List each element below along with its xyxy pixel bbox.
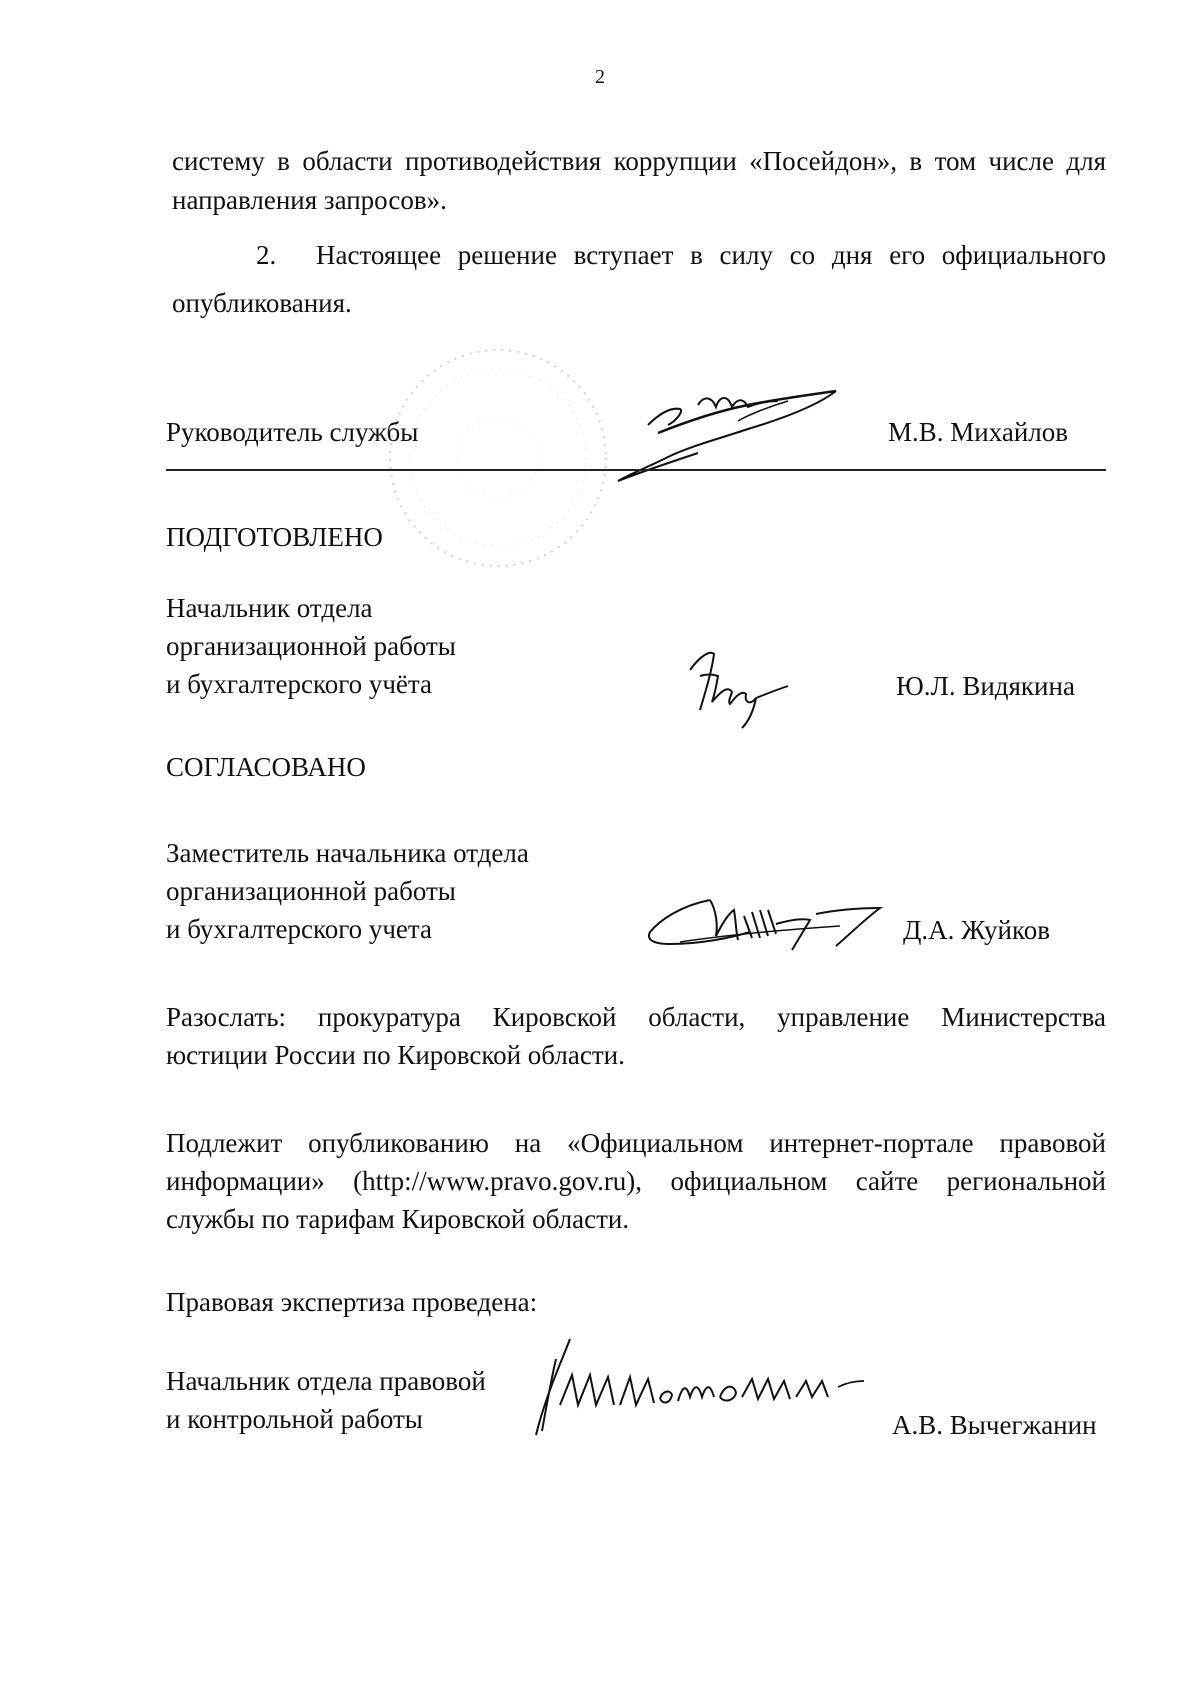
agreed-name: Д.А. Жуйков bbox=[903, 915, 1050, 945]
prepared-position-line-1: Начальник отдела bbox=[166, 593, 373, 623]
head-name: М.В. Михайлов bbox=[888, 417, 1069, 447]
agreed-position-line-3: и бухгалтерского учета bbox=[166, 914, 433, 944]
prepared-position bbox=[166, 589, 456, 703]
legal-review-position-line-2: и контрольной работы bbox=[166, 1404, 423, 1434]
agreed-position-line-2: организационной работы bbox=[166, 876, 456, 906]
agreed-position bbox=[166, 834, 529, 948]
prepared-position-line-2: организационной работы bbox=[166, 631, 456, 661]
paragraph-2-line-1: Настоящее решение вступает в силу со дня его официального bbox=[316, 240, 1106, 270]
distribution-line-1: Разослать: прокуратура Кировской области, управление Министерства bbox=[166, 1002, 1106, 1032]
agreed-signature-icon bbox=[640, 880, 890, 960]
page-number: 2 bbox=[595, 66, 605, 88]
prepared-heading: ПОДГОТОВЛЕНО bbox=[166, 522, 383, 552]
agreed-heading: СОГЛАСОВАНО bbox=[166, 752, 366, 782]
signature-divider bbox=[166, 469, 1106, 471]
distribution-line-2: юстиции России по Кировской области. bbox=[166, 1040, 625, 1070]
legal-review-position-line-1: Начальник отдела правовой bbox=[166, 1366, 486, 1396]
paragraph-2-line-2: опубликования. bbox=[172, 288, 352, 318]
prepared-position-line-3: и бухгалтерского учёта bbox=[166, 669, 433, 699]
publication-line-2: информации» (http://www.pravo.gov.ru), официальном сайте региональной bbox=[166, 1166, 1106, 1196]
paragraph-1-line-2: направления запросов». bbox=[172, 185, 447, 215]
head-signature-icon bbox=[588, 385, 848, 495]
agreed-position-line-1: Заместитель начальника отдела bbox=[166, 838, 529, 868]
legal-review-name: А.В. Вычегжанин bbox=[892, 1410, 1097, 1440]
publication-line-3: службы по тарифам Кировской области. bbox=[166, 1204, 630, 1234]
publication-line-1: Подлежит опубликованию на «Официальном интернет-портале правовой bbox=[166, 1128, 1106, 1158]
head-title: Руководитель службы bbox=[166, 417, 419, 447]
legal-review-position bbox=[166, 1362, 486, 1438]
prepared-signature-icon bbox=[670, 640, 800, 730]
legal-review-heading: Правовая экспертиза проведена: bbox=[166, 1287, 538, 1317]
prepared-name: Ю.Л. Видякина bbox=[896, 671, 1075, 701]
legal-review-signature-icon bbox=[520, 1335, 880, 1445]
round-stamp-icon bbox=[378, 338, 618, 578]
paragraph-2-number: 2. bbox=[256, 240, 277, 270]
paragraph-1-line-1: систему в области противодействия коррупции «Посейдон», в том числе для bbox=[172, 146, 1106, 176]
